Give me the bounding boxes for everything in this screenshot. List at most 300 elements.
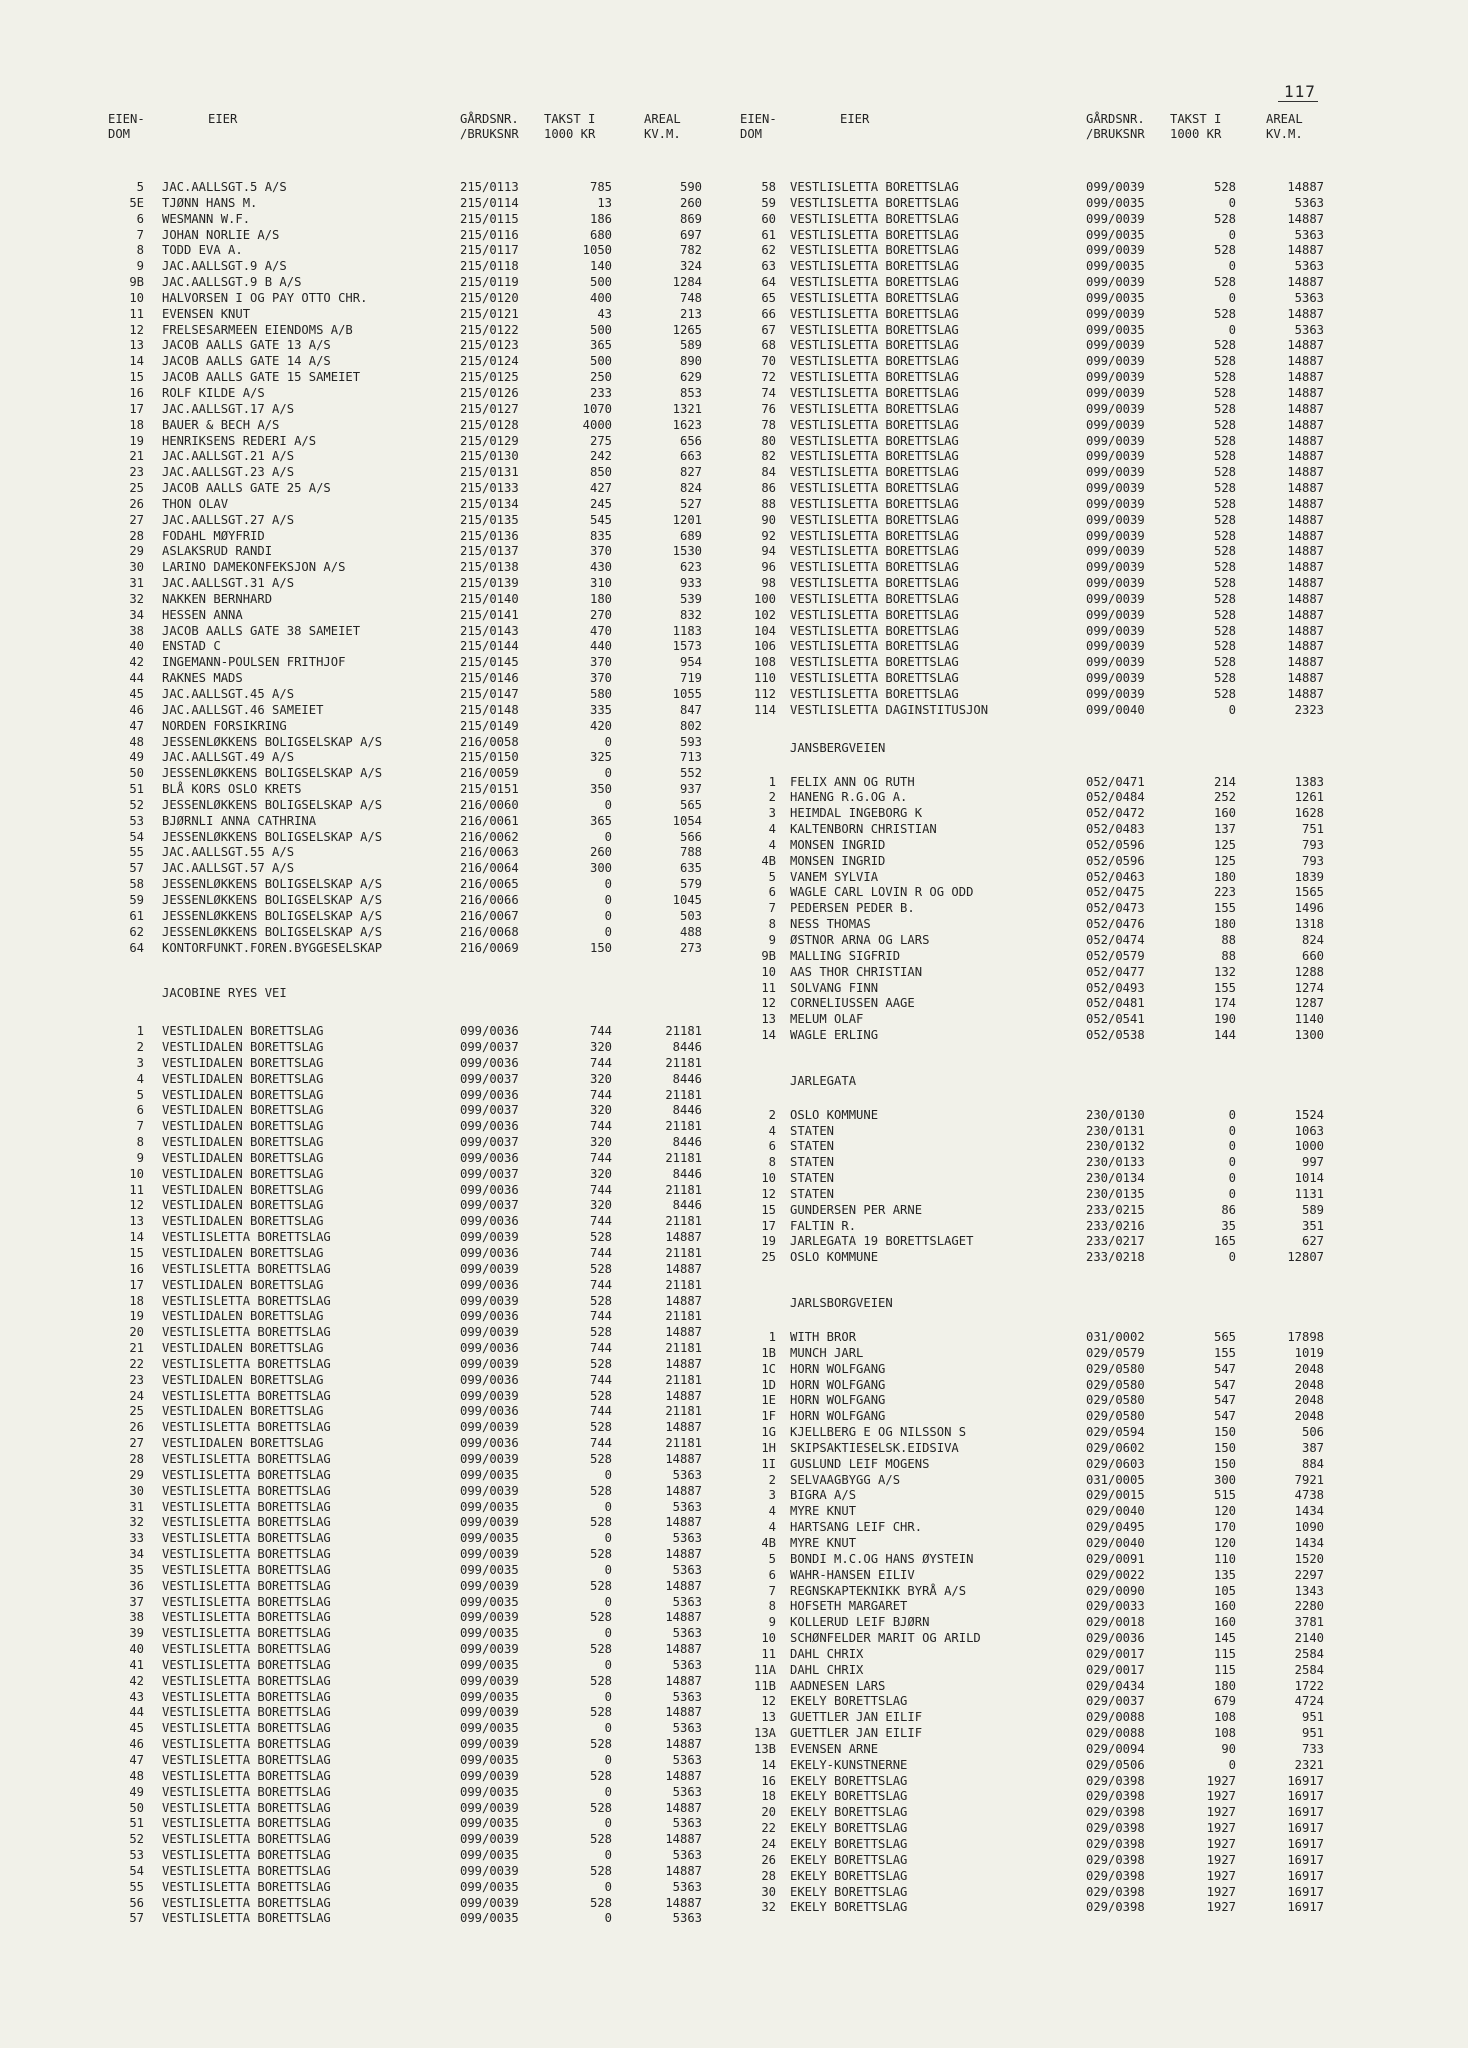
table-row	[732, 1378, 1328, 1394]
owner-name: VESTLISLETTA BORETTSLAG	[790, 512, 959, 527]
section-spacer	[732, 1312, 1328, 1330]
gards-bruksnr: 099/0036	[460, 1150, 519, 1165]
gards-bruksnr: 099/0036	[460, 1246, 519, 1260]
table-row	[732, 291, 1328, 307]
property-number: 108	[753, 655, 776, 670]
gards-bruksnr: 215/0133	[460, 481, 519, 496]
owner-name: VESTLISLETTA BORETTSLAG	[790, 607, 959, 622]
areal-value: 1343	[1294, 1583, 1324, 1598]
table-row	[732, 981, 1328, 997]
takst-value: 744	[589, 1119, 612, 1134]
property-number: 29	[129, 544, 144, 559]
owner-name: VESTLISLETTA BORETTSLAG	[790, 576, 959, 591]
property-number: 21	[129, 1341, 144, 1356]
owner-name: INGEMANN-POULSEN FRITHJOF	[162, 655, 346, 670]
owner-name: JAC.AALLSGT.57 A/S	[162, 861, 295, 876]
table-row	[732, 870, 1328, 886]
owner-name: VESTLIDALEN BORETTSLAG	[162, 1103, 324, 1118]
table-row	[100, 1642, 705, 1658]
owner-name: THON OLAV	[162, 496, 229, 511]
takst-value: 320	[589, 1103, 612, 1118]
property-number: 51	[129, 782, 144, 797]
table-row	[732, 1615, 1328, 1631]
takst-value: 132	[1213, 964, 1236, 979]
gards-bruksnr: 099/0039	[460, 1673, 519, 1688]
areal-value: 1623	[672, 417, 702, 432]
areal-value: 2584	[1294, 1646, 1324, 1661]
table-row	[100, 782, 705, 798]
owner-name: HANENG R.G.OG A.	[790, 790, 908, 805]
property-number: 14	[129, 1230, 144, 1245]
owner-name: KALTENBORN CHRISTIAN	[790, 822, 937, 837]
takst-value: 744	[589, 1150, 612, 1165]
right-column	[732, 112, 1328, 1916]
gards-bruksnr: 029/0603	[1086, 1456, 1145, 1471]
property-number: 19	[129, 433, 144, 448]
property-number: 23	[129, 465, 144, 480]
owner-name: VESTLISLETTA BORETTSLAG	[162, 1657, 331, 1672]
takst-value: 150	[1213, 1425, 1236, 1440]
header-eier: EIER	[208, 112, 238, 126]
owner-name: HORN WOLFGANG	[790, 1409, 886, 1424]
takst-value: 0	[604, 1562, 612, 1577]
areal-value: 629	[679, 370, 702, 385]
takst-value: 0	[604, 797, 612, 812]
takst-value: 0	[604, 734, 612, 749]
takst-value: 528	[1213, 180, 1236, 194]
owner-name: WAGLE ERLING	[790, 1028, 879, 1043]
property-number: 9	[136, 1150, 144, 1165]
property-number: 38	[129, 623, 144, 638]
takst-value: 186	[589, 211, 612, 226]
takst-value: 744	[589, 1024, 612, 1039]
takst-value: 325	[589, 750, 612, 765]
takst-value: 0	[604, 1657, 612, 1672]
areal-value: 213	[679, 306, 702, 321]
gards-bruksnr: 099/0036	[460, 1214, 519, 1229]
table-row	[100, 1119, 705, 1135]
table-row	[100, 180, 705, 196]
property-number: 17	[129, 1277, 144, 1292]
takst-value: 528	[1213, 639, 1236, 654]
table-row	[100, 1911, 705, 1927]
areal-value: 14887	[665, 1832, 702, 1847]
property-number: 65	[761, 290, 776, 305]
areal-value: 5363	[672, 1531, 702, 1546]
table-row	[100, 735, 705, 751]
gards-bruksnr: 099/0037	[460, 1198, 519, 1213]
areal-value: 21181	[665, 1277, 702, 1292]
gards-bruksnr: 215/0141	[460, 607, 519, 622]
takst-value: 120	[1213, 1504, 1236, 1519]
areal-value: 1055	[672, 687, 702, 701]
property-number: 5E	[129, 195, 144, 210]
owner-name: VESTLISLETTA BORETTSLAG	[162, 1388, 331, 1403]
areal-value: 2297	[1294, 1567, 1324, 1582]
owner-name: VESTLIDALEN BORETTSLAG	[162, 1341, 324, 1356]
table-row	[100, 1373, 705, 1389]
table-row	[732, 1203, 1328, 1219]
areal-value: 14887	[665, 1610, 702, 1625]
owner-name: VESTLISLETTA BORETTSLAG	[790, 195, 959, 210]
table-row	[732, 1805, 1328, 1821]
takst-value: 370	[589, 671, 612, 686]
takst-value: 275	[589, 433, 612, 448]
property-number: 9B	[129, 275, 144, 290]
owner-name: VESTLISLETTA BORETTSLAG	[162, 1848, 331, 1863]
owner-name: VESTLIDALEN BORETTSLAG	[162, 1182, 324, 1197]
owner-name: JARLEGATA 19 BORETTSLAGET	[790, 1234, 974, 1249]
header-gardsnr: GÅRDSNR. /BRUKSNR	[1086, 112, 1145, 141]
property-number: 15	[129, 1246, 144, 1260]
property-number: 48	[129, 734, 144, 749]
areal-value: 14887	[1287, 528, 1324, 543]
gards-bruksnr: 052/0475	[1086, 885, 1145, 900]
takst-value: 528	[1213, 370, 1236, 385]
header-eier: EIER	[840, 112, 870, 126]
gards-bruksnr: 099/0035	[1086, 259, 1145, 274]
gards-bruksnr: 099/0039	[1086, 528, 1145, 543]
gards-bruksnr: 029/0040	[1086, 1504, 1145, 1519]
property-number: 8	[768, 1599, 776, 1614]
takst-value: 150	[589, 940, 612, 955]
areal-value: 5363	[672, 1499, 702, 1514]
property-number: 53	[129, 1848, 144, 1863]
property-number: 54	[129, 1863, 144, 1878]
table-row	[100, 1183, 705, 1199]
areal-value: 21181	[665, 1055, 702, 1070]
table-row	[100, 1880, 705, 1896]
gards-bruksnr: 099/0039	[1086, 496, 1145, 511]
owner-name: VESTLISLETTA BORETTSLAG	[790, 370, 959, 385]
areal-value: 260	[679, 195, 702, 210]
owner-name: DAHL CHRIX	[790, 1646, 864, 1661]
owner-name: EKELY BORETTSLAG	[790, 1868, 908, 1883]
table-row	[732, 196, 1328, 212]
gards-bruksnr: 099/0039	[1086, 306, 1145, 321]
takst-value: 0	[1228, 259, 1236, 274]
owner-name: VESTLISLETTA BORETTSLAG	[162, 1230, 331, 1245]
takst-value: 4000	[582, 417, 612, 432]
takst-value: 88	[1221, 948, 1236, 963]
table-row	[732, 592, 1328, 608]
table-row	[732, 434, 1328, 450]
table-row	[732, 212, 1328, 228]
property-number: 26	[129, 1420, 144, 1435]
owner-name: JESSENLØKKENS BOLIGSELSKAP A/S	[162, 924, 383, 939]
areal-value: 793	[1301, 853, 1324, 868]
gards-bruksnr: 029/0579	[1086, 1345, 1145, 1360]
takst-value: 270	[589, 607, 612, 622]
takst-value: 155	[1213, 1345, 1236, 1360]
table-row	[100, 1816, 705, 1832]
table-row	[100, 1753, 705, 1769]
takst-value: 370	[589, 544, 612, 559]
table-row	[732, 901, 1328, 917]
areal-value: 832	[679, 607, 702, 622]
owner-name: JACOB AALLS GATE 13 A/S	[162, 338, 331, 353]
gards-bruksnr: 216/0063	[460, 845, 519, 860]
areal-value: 788	[679, 845, 702, 860]
areal-value: 635	[679, 861, 702, 876]
table-row	[732, 1441, 1328, 1457]
takst-value: 528	[1213, 243, 1236, 258]
areal-value: 21181	[665, 1436, 702, 1451]
table-row	[100, 1167, 705, 1183]
gards-bruksnr: 099/0035	[460, 1848, 519, 1863]
takst-value: 528	[1213, 560, 1236, 575]
gards-bruksnr: 099/0039	[460, 1800, 519, 1815]
table-row	[732, 1457, 1328, 1473]
owner-name: ENSTAD C	[162, 639, 221, 654]
owner-name: OSLO KOMMUNE	[790, 1107, 879, 1122]
property-number: 59	[129, 892, 144, 907]
property-number: 11	[129, 306, 144, 321]
table-row	[732, 513, 1328, 529]
gards-bruksnr: 216/0061	[460, 813, 519, 828]
gards-bruksnr: 099/0035	[460, 1816, 519, 1831]
takst-value: 400	[589, 290, 612, 305]
property-number: 10	[761, 1631, 776, 1646]
areal-value: 14887	[665, 1420, 702, 1435]
owner-name: NORDEN FORSIKRING	[162, 718, 287, 733]
takst-value: 190	[1213, 1012, 1236, 1027]
areal-value: 14887	[1287, 385, 1324, 400]
table-row	[732, 228, 1328, 244]
owner-name: VESTLISLETTA BORETTSLAG	[162, 1832, 331, 1847]
owner-name: VESTLIDALEN BORETTSLAG	[162, 1150, 324, 1165]
areal-value: 1573	[672, 639, 702, 654]
areal-value: 1565	[1294, 885, 1324, 900]
table-row	[732, 370, 1328, 386]
property-number: 2	[768, 790, 776, 805]
areal-value: 14887	[1287, 687, 1324, 701]
table-row	[732, 1742, 1328, 1758]
owner-name: VESTLISLETTA BORETTSLAG	[162, 1737, 331, 1752]
gards-bruksnr: 099/0037	[460, 1040, 519, 1055]
owner-name: EVENSEN KNUT	[162, 306, 251, 321]
areal-value: 14887	[1287, 306, 1324, 321]
gards-bruksnr: 099/0039	[460, 1515, 519, 1530]
gards-bruksnr: 216/0062	[460, 829, 519, 844]
table-row	[100, 845, 705, 861]
table-row	[732, 1488, 1328, 1504]
areal-value: 689	[679, 528, 702, 543]
gards-bruksnr: 099/0039	[1086, 544, 1145, 559]
property-number: 29	[129, 1467, 144, 1482]
areal-value: 14887	[665, 1483, 702, 1498]
property-number: 30	[761, 1884, 776, 1899]
table-row	[100, 1040, 705, 1056]
gards-bruksnr: 215/0130	[460, 449, 519, 464]
takst-value: 0	[604, 1816, 612, 1831]
owner-name: VESTLISLETTA BORETTSLAG	[162, 1879, 331, 1894]
property-number: 40	[129, 639, 144, 654]
owner-name: JAC.AALLSGT.55 A/S	[162, 845, 295, 860]
takst-value: 144	[1213, 1028, 1236, 1043]
owner-name: VESTLISLETTA BORETTSLAG	[790, 623, 959, 638]
areal-value: 2048	[1294, 1393, 1324, 1408]
owner-name: NAKKEN BERNHARD	[162, 591, 273, 606]
areal-value: 21181	[665, 1246, 702, 1260]
gards-bruksnr: 029/0398	[1086, 1900, 1145, 1915]
table-row	[100, 1230, 705, 1246]
takst-value: 0	[604, 1879, 612, 1894]
table-row	[100, 1404, 705, 1420]
takst-value: 528	[589, 1388, 612, 1403]
takst-value: 145	[1213, 1631, 1236, 1646]
property-number: 18	[129, 417, 144, 432]
table-row	[100, 1056, 705, 1072]
table-row	[100, 370, 705, 386]
takst-value: 528	[589, 1800, 612, 1815]
property-number: 1G	[761, 1425, 776, 1440]
property-number: 23	[129, 1372, 144, 1387]
gards-bruksnr: 215/0147	[460, 687, 519, 701]
gards-bruksnr: 099/0039	[1086, 560, 1145, 575]
table-row	[732, 1504, 1328, 1520]
gards-bruksnr: 216/0068	[460, 924, 519, 939]
property-number: 9	[768, 1615, 776, 1630]
property-number: 22	[761, 1821, 776, 1836]
table-row	[732, 1346, 1328, 1362]
property-number: 86	[761, 481, 776, 496]
gards-bruksnr: 099/0039	[1086, 512, 1145, 527]
owner-name: FODAHL MØYFRID	[162, 528, 265, 543]
takst-value: 528	[1213, 623, 1236, 638]
takst-value: 850	[589, 465, 612, 480]
table-row	[732, 1425, 1328, 1441]
gards-bruksnr: 099/0035	[460, 1657, 519, 1672]
takst-value: 528	[1213, 481, 1236, 496]
property-number: 11	[129, 1182, 144, 1197]
areal-value: 8446	[672, 1198, 702, 1213]
areal-value: 1287	[1294, 996, 1324, 1011]
takst-value: 515	[1213, 1488, 1236, 1503]
property-number: 12	[761, 996, 776, 1011]
property-number: 34	[129, 1547, 144, 1562]
table-row	[100, 1626, 705, 1642]
gards-bruksnr: 215/0127	[460, 401, 519, 416]
takst-value: 0	[604, 829, 612, 844]
header-gap	[100, 146, 705, 180]
property-number: 7	[136, 1119, 144, 1134]
property-number: 47	[129, 1753, 144, 1767]
gards-bruksnr: 099/0039	[460, 1895, 519, 1910]
areal-value: 565	[679, 797, 702, 812]
takst-value: 744	[589, 1214, 612, 1229]
areal-value: 14887	[1287, 370, 1324, 385]
property-number: 39	[129, 1626, 144, 1641]
owner-name: MUNCH JARL	[790, 1345, 864, 1360]
takst-value: 108	[1213, 1726, 1236, 1741]
areal-value: 12807	[1287, 1250, 1324, 1265]
property-number: 25	[761, 1250, 776, 1265]
property-number: 1	[768, 774, 776, 789]
table-row	[100, 1563, 705, 1579]
areal-value: 2584	[1294, 1662, 1324, 1677]
property-number: 6	[768, 1567, 776, 1582]
gards-bruksnr: 029/0398	[1086, 1773, 1145, 1788]
gards-bruksnr: 215/0136	[460, 528, 519, 543]
areal-value: 663	[679, 449, 702, 464]
gards-bruksnr: 233/0217	[1086, 1234, 1145, 1249]
owner-name: VESTLISLETTA BORETTSLAG	[162, 1610, 331, 1625]
gards-bruksnr: 029/0398	[1086, 1789, 1145, 1804]
areal-value: 589	[679, 338, 702, 353]
takst-value: 1927	[1206, 1868, 1236, 1883]
areal-value: 623	[679, 560, 702, 575]
owner-name: JAC.AALLSGT.17 A/S	[162, 401, 295, 416]
owner-name: VANEM SYLVIA	[790, 869, 879, 884]
gards-bruksnr: 099/0036	[460, 1024, 519, 1039]
areal-value: 14887	[665, 1863, 702, 1878]
column-header	[732, 112, 1328, 146]
owner-name: VESTLIDALEN BORETTSLAG	[162, 1309, 324, 1324]
gards-bruksnr: 052/0483	[1086, 822, 1145, 837]
table-row	[100, 323, 705, 339]
takst-value: 320	[589, 1166, 612, 1181]
gards-bruksnr: 052/0477	[1086, 964, 1145, 979]
areal-value: 954	[679, 655, 702, 670]
property-number: 84	[761, 465, 776, 480]
takst-value: 110	[1213, 1551, 1236, 1566]
owner-name: JESSENLØKKENS BOLIGSELSKAP A/S	[162, 829, 383, 844]
areal-value: 1318	[1294, 917, 1324, 932]
property-number: 4B	[761, 1535, 776, 1550]
takst-value: 785	[589, 180, 612, 194]
gards-bruksnr: 099/0039	[1086, 639, 1145, 654]
areal-value: 21181	[665, 1341, 702, 1356]
gards-bruksnr: 099/0035	[460, 1879, 519, 1894]
gards-bruksnr: 099/0037	[460, 1071, 519, 1086]
takst-value: 430	[589, 560, 612, 575]
takst-value: 0	[604, 1753, 612, 1767]
property-number: 1C	[761, 1361, 776, 1376]
gards-bruksnr: 215/0138	[460, 560, 519, 575]
property-number: 11B	[753, 1678, 776, 1693]
property-number: 55	[129, 845, 144, 860]
gards-bruksnr: 029/0594	[1086, 1425, 1145, 1440]
gards-bruksnr: 029/0580	[1086, 1393, 1145, 1408]
owner-name: JACOB AALLS GATE 15 SAMEIET	[162, 370, 361, 385]
takst-value: 528	[1213, 544, 1236, 559]
property-number: 20	[761, 1805, 776, 1820]
gards-bruksnr: 029/0398	[1086, 1852, 1145, 1867]
areal-value: 14887	[1287, 671, 1324, 686]
takst-value: 0	[604, 1467, 612, 1482]
property-number: 19	[129, 1309, 144, 1324]
areal-value: 4724	[1294, 1694, 1324, 1709]
owner-name: TJØNN HANS M.	[162, 195, 258, 210]
takst-value: 528	[1213, 591, 1236, 606]
owner-name: VESTLISLETTA BORETTSLAG	[162, 1800, 331, 1815]
property-number: 5	[136, 1087, 144, 1102]
owner-name: VESTLIDALEN BORETTSLAG	[162, 1246, 324, 1260]
areal-value: 5363	[672, 1879, 702, 1894]
takst-value: 545	[589, 512, 612, 527]
table-row	[732, 259, 1328, 275]
owner-name: NESS THOMAS	[790, 917, 871, 932]
table-row	[732, 180, 1328, 196]
gards-bruksnr: 215/0146	[460, 671, 519, 686]
takst-value: 0	[604, 1721, 612, 1736]
table-row	[732, 275, 1328, 291]
owner-name: VESTLISLETTA BORETTSLAG	[162, 1467, 331, 1482]
table-row	[732, 354, 1328, 370]
table-row	[732, 1726, 1328, 1742]
property-number: 11	[761, 980, 776, 995]
